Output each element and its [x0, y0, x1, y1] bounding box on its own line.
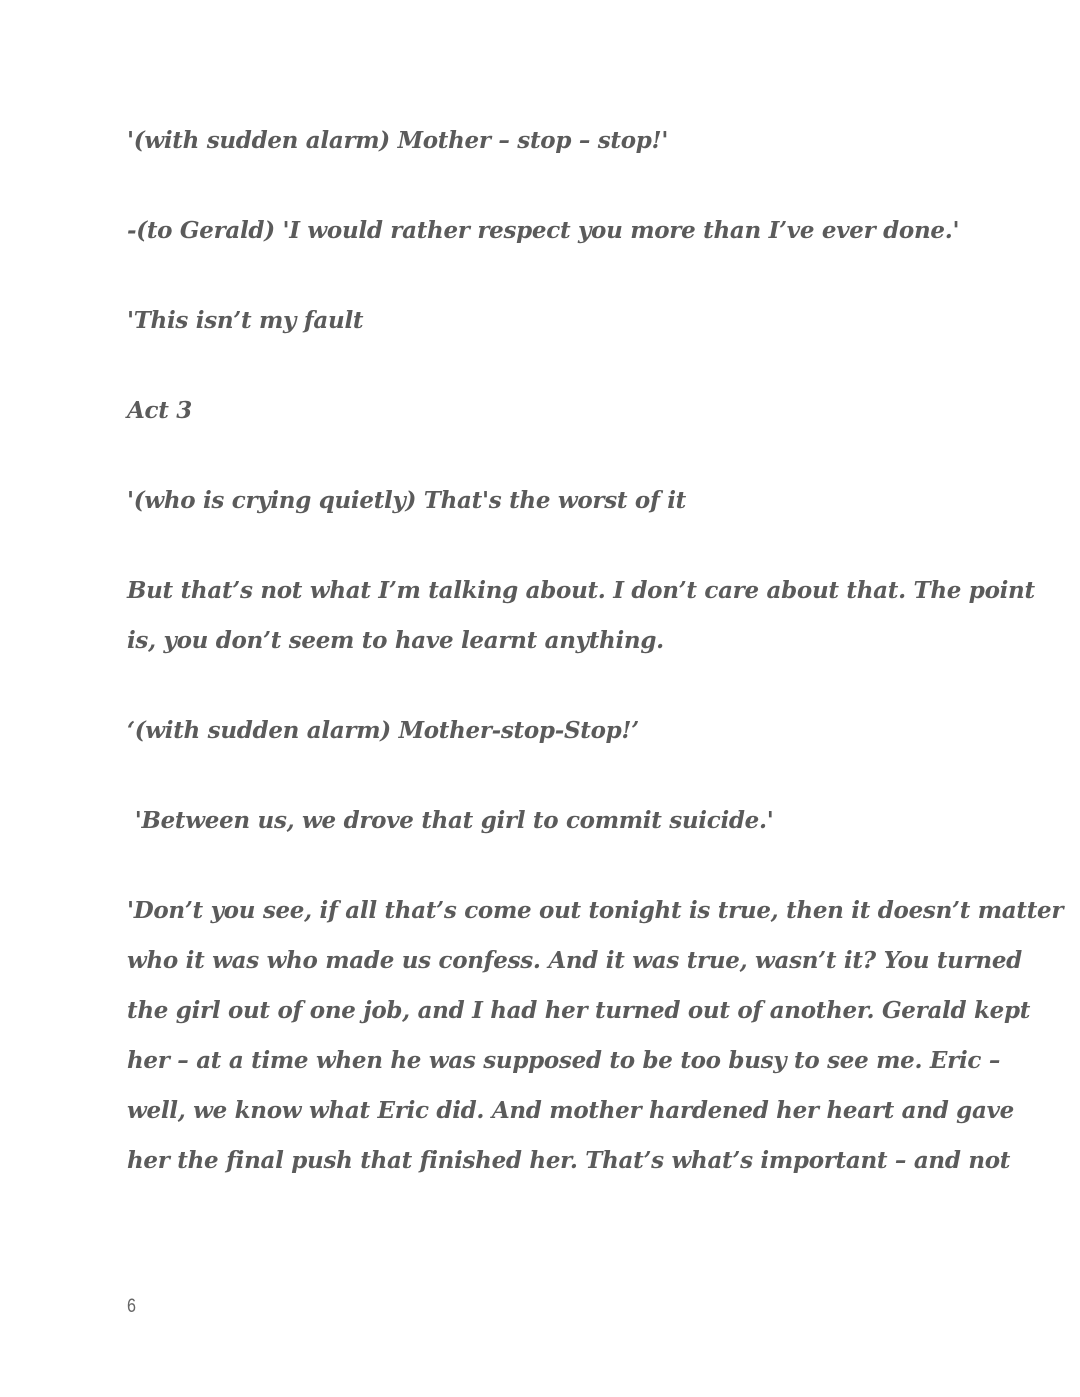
- quote-line-between-us: 'Between us, we drove that girl to commit suicide.': [127, 807, 774, 834]
- quote-line-to-gerald: -(to Gerald) 'I would rather respect you more than I’ve ever done.': [127, 217, 960, 244]
- quote-line-mother-stop: '(with sudden alarm) Mother – stop – stop!': [127, 127, 669, 154]
- paragraph-line: 'Don’t you see, if all that’s come out tonight is true, then it doesn’t matter: [127, 897, 1064, 924]
- paragraph-line: the girl out of one job, and I had her turned out of another. Gerald kept: [127, 997, 1031, 1024]
- paragraph-line: her – at a time when he was supposed to be too busy to see me. Eric –: [127, 1047, 1001, 1074]
- quote-line-crying-quietly: '(who is crying quietly) That's the worst of it: [127, 487, 687, 514]
- paragraph-confess: [127, 886, 1064, 1186]
- section-heading-act-3: Act 3: [127, 397, 192, 424]
- paragraph-line: But that’s not what I’m talking about. I don’t care about that. The point: [127, 577, 1035, 604]
- page-number: 6: [127, 1296, 136, 1317]
- paragraph-line: well, we know what Eric did. And mother hardened her heart and gave: [127, 1097, 1014, 1124]
- paragraph-line: is, you don’t seem to have learnt anything.: [127, 627, 664, 654]
- paragraph-line: who it was who made us confess. And it was true, wasn’t it? You turned: [127, 947, 1022, 974]
- quote-line-not-my-fault: 'This isn’t my fault: [127, 307, 364, 334]
- quote-line-mother-stop-2: ‘(with sudden alarm) Mother-stop-Stop!’: [127, 717, 639, 744]
- paragraph-line: her the final push that finished her. That’s what’s important – and not: [127, 1147, 1011, 1174]
- paragraph-the-point: [127, 566, 1035, 666]
